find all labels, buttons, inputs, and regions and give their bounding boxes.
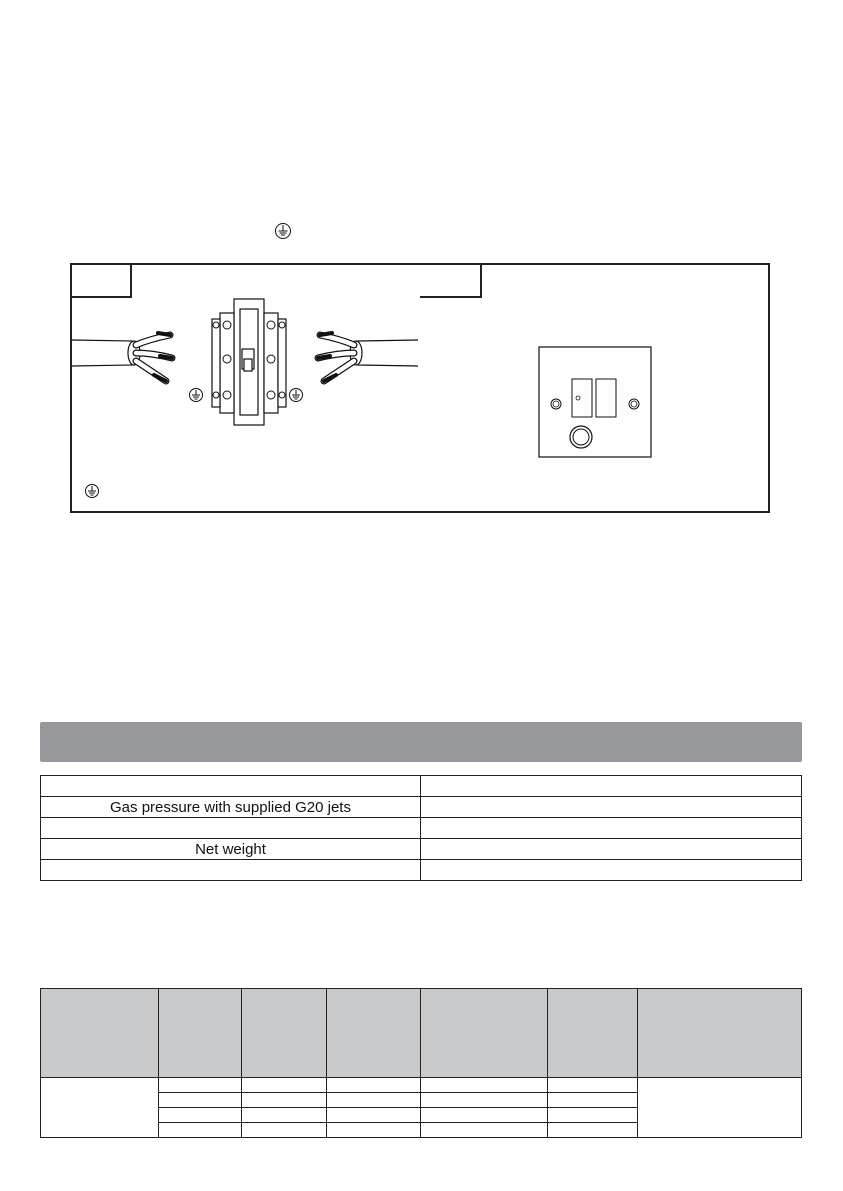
table-cell <box>159 1093 242 1108</box>
table-cell <box>159 1123 242 1138</box>
spec-value <box>421 797 802 818</box>
table-cell <box>421 1108 548 1123</box>
table-row <box>41 1078 802 1093</box>
table-cell <box>159 1078 242 1093</box>
table-cell <box>242 1108 327 1123</box>
section-heading-bar <box>40 722 802 762</box>
spec-label <box>41 860 421 881</box>
spec-label: Net weight <box>41 839 421 860</box>
table-row <box>41 839 802 860</box>
table-cell <box>242 1123 327 1138</box>
spec-value <box>421 839 802 860</box>
table-cell <box>548 1123 638 1138</box>
table-row <box>41 776 802 797</box>
header-cell <box>159 989 242 1078</box>
table-cell <box>159 1108 242 1123</box>
earth-symbol-icon <box>274 222 292 240</box>
specification-table <box>40 775 802 881</box>
spec-value <box>421 860 802 881</box>
table-cell <box>421 1078 548 1093</box>
spec-value <box>421 776 802 797</box>
table-cell <box>327 1108 421 1123</box>
table-cell <box>548 1093 638 1108</box>
table-cell <box>327 1123 421 1138</box>
terminal-block-diagram <box>70 263 420 511</box>
figure-b-label-box <box>420 263 482 298</box>
table-row <box>41 860 802 881</box>
fused-spur-switch-icon <box>538 346 654 460</box>
header-cell <box>421 989 548 1078</box>
spec-label <box>41 776 421 797</box>
table-header-row <box>41 989 802 1078</box>
table-cell <box>421 1093 548 1108</box>
table-row <box>41 797 802 818</box>
header-cell <box>41 989 159 1078</box>
spec-label <box>41 818 421 839</box>
table-cell <box>638 1078 802 1138</box>
table-cell <box>548 1078 638 1093</box>
table-cell <box>242 1093 327 1108</box>
table-row <box>41 818 802 839</box>
spec-value <box>421 818 802 839</box>
jets-table <box>40 988 802 1138</box>
table-cell <box>41 1078 159 1138</box>
header-cell <box>242 989 327 1078</box>
table-cell <box>421 1123 548 1138</box>
header-cell <box>548 989 638 1078</box>
header-cell <box>638 989 802 1078</box>
table-cell <box>548 1108 638 1123</box>
header-cell <box>327 989 421 1078</box>
table-cell <box>327 1078 421 1093</box>
spec-label: Gas pressure with supplied G20 jets <box>41 797 421 818</box>
table-cell <box>327 1093 421 1108</box>
table-cell <box>242 1078 327 1093</box>
